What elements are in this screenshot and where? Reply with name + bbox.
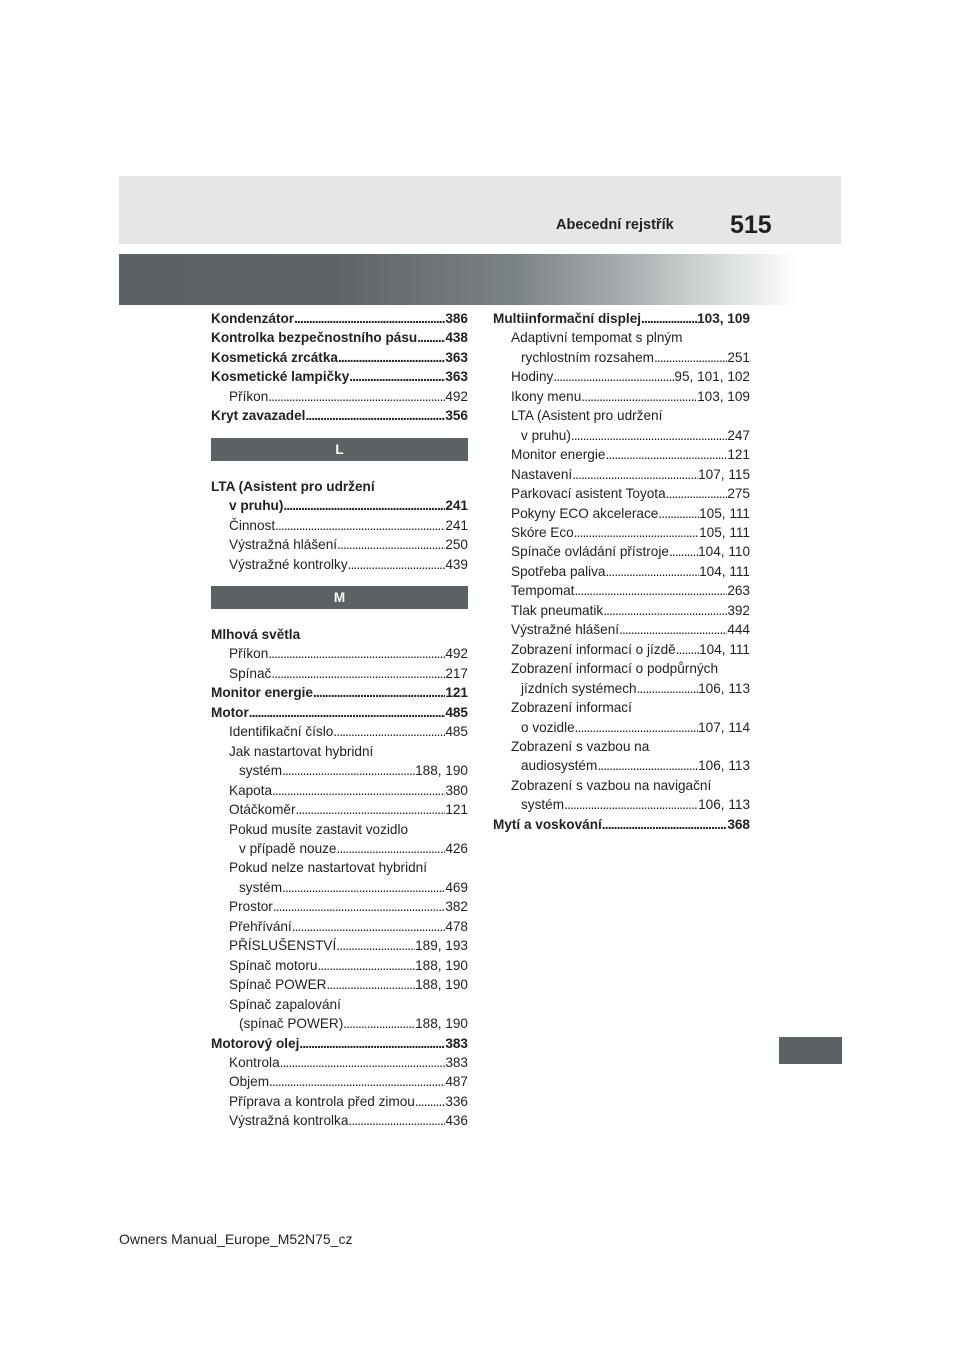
letter-divider-l: L: [211, 438, 468, 461]
dot-leader: [268, 644, 445, 663]
dot-leader: [417, 328, 445, 347]
dot-leader: [605, 445, 727, 464]
dot-leader: [349, 367, 445, 386]
index-entry: [211, 387, 468, 406]
dot-leader: [415, 1092, 445, 1111]
index-entry: [211, 839, 468, 858]
index-entry: [493, 465, 750, 484]
index-entry: [493, 756, 750, 775]
index-entry-label: rychlostním rozsahem: [521, 349, 654, 365]
index-entry-pages: 105, 111: [699, 524, 750, 540]
index-entry-label: Spínač zapalování: [229, 996, 341, 1012]
dot-leader: [641, 309, 697, 328]
index-entry-text: [493, 659, 750, 678]
index-entry-pages: 386: [445, 311, 468, 326]
dot-leader: [343, 1014, 415, 1033]
index-entry: [493, 601, 750, 620]
index-entry-pages: 95, 101, 102: [674, 369, 750, 385]
index-entry: [493, 445, 750, 464]
index-entry: [493, 484, 750, 503]
index-entry-label: Příkon: [229, 388, 269, 404]
index-entry-label: Tlak pneumatik: [511, 602, 604, 618]
index-entry: [211, 897, 468, 916]
index-entry-label: Mlhová světla: [211, 626, 301, 642]
index-entry-text: [211, 820, 468, 839]
index-entry-label: Kapota: [229, 782, 273, 798]
index-entry-pages: 106, 113: [698, 680, 750, 696]
index-entry-label: Motor: [211, 704, 249, 720]
index-group-right: [493, 309, 750, 834]
index-entry-pages: 107, 115: [698, 466, 750, 482]
index-entry-pages: 105, 111: [699, 505, 750, 521]
index-entry-pages: 383: [445, 1035, 468, 1051]
index-entry-label: Adaptivní tempomat s plným: [511, 330, 683, 346]
index-entry-label: Kosmetická zrcátka: [211, 349, 338, 365]
index-entry: [211, 1014, 468, 1033]
index-entry: [493, 640, 750, 659]
index-entry-label: (spínač POWER): [239, 1016, 344, 1032]
index-entry-pages: 444: [727, 622, 750, 638]
chapter-tab: [779, 1037, 842, 1064]
index-entry: [493, 542, 750, 561]
dot-leader: [574, 581, 727, 600]
index-entry-label: Spínače ovládání přístroje: [511, 544, 669, 560]
index-entry: [211, 703, 468, 722]
index-entry-pages: 263: [727, 583, 750, 599]
dot-leader: [338, 348, 445, 367]
dot-leader: [299, 1034, 445, 1053]
index-entry-pages: 121: [445, 685, 468, 701]
index-entry-label: Výstražná hlášení: [229, 537, 338, 553]
index-entry-label: Skóre Eco: [511, 524, 574, 540]
index-entry-pages: 336: [445, 1093, 468, 1109]
dot-leader: [574, 523, 699, 542]
index-entry-pages: 241: [445, 498, 468, 514]
dot-leader: [275, 516, 445, 535]
dot-leader: [666, 484, 728, 503]
index-entry-label: jízdních systémech: [521, 680, 637, 696]
index-entry: [211, 1053, 468, 1072]
index-column-left: [211, 309, 468, 1131]
index-entry-text: [211, 995, 468, 1014]
page-number: 515: [730, 211, 772, 239]
index-entry-label: Jak nastartovat hybridní: [229, 743, 374, 759]
index-entry-pages: 438: [445, 330, 468, 346]
index-entry-label: LTA (Asistent pro udržení: [511, 408, 663, 424]
index-entry-label: Zobrazení s vazbou na: [511, 738, 650, 754]
index-entry: [493, 367, 750, 386]
dot-leader: [282, 878, 445, 897]
index-entry: [211, 367, 468, 386]
index-entry: [493, 679, 750, 698]
index-entry: [211, 781, 468, 800]
index-entry: [493, 387, 750, 406]
index-entry-label: Tempomat: [511, 583, 575, 599]
index-entry: [211, 1092, 468, 1111]
index-entry-pages: 247: [727, 427, 750, 443]
index-entry-label: systém: [239, 763, 283, 779]
dot-leader: [326, 975, 415, 994]
index-entry-label: Identifikační číslo: [229, 724, 334, 740]
index-entry-label: Ikony menu: [511, 388, 582, 404]
index-entry-pages: 485: [445, 724, 468, 740]
index-entry-label: Výstražná kontrolka: [229, 1113, 349, 1129]
dot-leader: [605, 562, 699, 581]
index-entry-pages: 241: [445, 517, 468, 533]
index-entry-pages: 469: [445, 879, 468, 895]
dot-leader: [619, 620, 727, 639]
index-entry: [493, 504, 750, 523]
index-entry-label: Monitor energie: [511, 447, 606, 463]
index-entry: [211, 761, 468, 780]
index-entry-pages: 104, 111: [699, 641, 750, 657]
index-entry-label: Prostor: [229, 899, 273, 915]
index-entry: [211, 878, 468, 897]
index-entry: [211, 348, 468, 367]
dot-leader: [272, 781, 445, 800]
index-entry-label: Pokyny ECO akcelerace: [511, 505, 659, 521]
index-entry-pages: 106, 113: [698, 797, 750, 813]
index-entry-label: Kondenzátor: [211, 311, 295, 326]
index-entry: [211, 555, 468, 574]
dot-leader: [295, 800, 445, 819]
index-entry-pages: 188, 190: [415, 1016, 468, 1032]
index-group-l: [211, 477, 468, 574]
index-entry-label: v pruhu): [521, 427, 571, 443]
index-entry: [493, 309, 750, 328]
index-entry-label: Otáčkoměr: [229, 802, 296, 818]
index-entry-label: Kontrola: [229, 1054, 280, 1070]
index-entry: [211, 936, 468, 955]
index-entry-label: Zobrazení informací o jízdě: [511, 641, 676, 657]
index-entry-label: Spínač motoru: [229, 957, 318, 973]
index-entry-label: Spínač POWER: [229, 977, 327, 993]
index-entry: [211, 683, 468, 702]
index-entry-label: Zobrazení informací o podpůrných: [511, 661, 719, 677]
dot-leader: [602, 815, 728, 834]
index-entry-label: Přehřívání: [229, 918, 292, 934]
index-entry-pages: 356: [445, 408, 468, 424]
index-entry-pages: 382: [445, 899, 468, 915]
dot-leader: [575, 718, 698, 737]
dot-leader: [337, 839, 446, 858]
dot-leader: [313, 683, 445, 702]
index-entry-pages: 439: [445, 556, 468, 572]
index-entry: [211, 328, 468, 347]
index-entry-label: PŘÍSLUŠENSTVÍ: [229, 938, 337, 954]
dot-leader: [317, 956, 415, 975]
dot-leader: [249, 703, 446, 722]
index-entry-text: [493, 698, 750, 717]
letter-divider-m: M: [211, 586, 468, 609]
dot-leader: [553, 367, 674, 386]
dot-leader: [273, 897, 445, 916]
index-entry-label: Motorový olej: [211, 1035, 300, 1051]
index-entry-label: Parkovací asistent Toyota: [511, 486, 666, 502]
dot-leader: [348, 555, 446, 574]
index-entry-label: Zobrazení s vazbou na navigační: [511, 777, 712, 793]
index-entry-label: Kontrolka bezpečnostního pásu: [211, 330, 418, 346]
dot-leader: [348, 1111, 445, 1130]
index-entry-pages: 392: [727, 602, 750, 618]
gradient-band: [119, 254, 841, 305]
index-entry-label: Monitor energie: [211, 685, 313, 701]
index-entry: [211, 516, 468, 535]
index-entry-label: Kosmetické lampičky: [211, 369, 350, 385]
index-entry-pages: 188, 190: [415, 957, 468, 973]
dot-leader: [676, 640, 699, 659]
index-entry: [211, 956, 468, 975]
index-entry: [493, 718, 750, 737]
index-entry: [211, 309, 468, 328]
index-entry: [211, 1072, 468, 1091]
index-entry-pages: 121: [445, 802, 468, 818]
index-entry-pages: 188, 190: [415, 977, 468, 993]
dot-leader: [581, 387, 697, 406]
index-entry: [211, 644, 468, 663]
index-entry-label: Pokud nelze nastartovat hybridní: [229, 860, 427, 876]
dot-leader: [268, 387, 445, 406]
dot-leader: [269, 1072, 445, 1091]
index-entry: [211, 800, 468, 819]
index-entry-pages: 478: [445, 918, 468, 934]
index-entry-label: Nastavení: [511, 466, 573, 482]
index-entry: [211, 917, 468, 936]
index-entry: [211, 722, 468, 741]
index-entry-pages: 104, 111: [699, 563, 750, 579]
index-entry-label: Hodiny: [511, 369, 554, 385]
index-entry: [493, 562, 750, 581]
index-entry-label: Mytí a voskování: [493, 816, 602, 832]
dot-leader: [564, 795, 698, 814]
index-entry-pages: 217: [445, 665, 468, 681]
index-entry-text: [493, 737, 750, 756]
index-entry-pages: 107, 114: [698, 719, 750, 735]
index-entry: [211, 1034, 468, 1053]
index-entry-pages: 368: [727, 816, 750, 832]
index-entry-label: Spínač: [229, 665, 272, 681]
index-column-right: [493, 309, 750, 834]
dot-leader: [283, 496, 445, 515]
index-entry-label: v pruhu): [229, 498, 284, 514]
index-group-m: [211, 625, 468, 1131]
dot-leader: [669, 542, 698, 561]
index-entry: [493, 795, 750, 814]
dot-leader: [336, 936, 415, 955]
index-entry-pages: 487: [445, 1074, 468, 1090]
dot-leader: [572, 465, 698, 484]
dot-leader: [292, 917, 446, 936]
index-entry: [493, 426, 750, 445]
index-entry-label: Spotřeba paliva: [511, 563, 606, 579]
index-entry-pages: 485: [445, 704, 468, 720]
index-entry-pages: 106, 113: [698, 758, 750, 774]
index-entry-label: Příkon: [229, 646, 269, 662]
index-entry-pages: 492: [445, 388, 468, 404]
index-entry: [493, 815, 750, 834]
dot-leader: [280, 1053, 446, 1072]
dot-leader: [333, 722, 445, 741]
index-entry-label: Multiinformační displej: [493, 311, 642, 326]
index-entry-label: Objem: [229, 1074, 270, 1090]
index-entry-pages: 103, 109: [697, 388, 750, 404]
dot-leader: [294, 309, 445, 328]
index-entry-label: systém: [239, 879, 283, 895]
index-entry-pages: 251: [727, 349, 750, 365]
index-entry-label: Činnost: [229, 517, 276, 533]
index-entry: [211, 406, 468, 425]
dot-leader: [305, 406, 445, 425]
index-entry-pages: 363: [445, 369, 468, 385]
index-entry-text: [211, 858, 468, 877]
index-entry-text: [493, 406, 750, 425]
index-entry-pages: 380: [445, 782, 468, 798]
index-entry-text: [211, 477, 468, 496]
dot-leader: [271, 664, 445, 683]
index-entry-text: [211, 742, 468, 761]
index-entry: [211, 664, 468, 683]
index-entry: [211, 975, 468, 994]
index-entry-label: LTA (Asistent pro udržení: [211, 478, 375, 494]
index-entry-pages: 275: [727, 486, 750, 502]
index-entry-pages: 189, 193: [415, 938, 468, 954]
index-entry-label: Příprava a kontrola před zimou: [229, 1093, 415, 1109]
section-title: Abecední rejstřík: [556, 217, 674, 233]
index-entry: [211, 1111, 468, 1130]
index-entry-label: Zobrazení informací: [511, 700, 632, 716]
dot-leader: [337, 535, 445, 554]
dot-leader: [571, 426, 727, 445]
index-entry-label: systém: [521, 797, 565, 813]
index-entry: [493, 581, 750, 600]
index-entry-pages: 104, 110: [698, 544, 750, 560]
index-entry-text: [211, 625, 468, 644]
index-entry-pages: 250: [445, 537, 468, 553]
index-entry-label: audiosystém: [521, 758, 598, 774]
index-entry-label: Pokud musíte zastavit vozidlo: [229, 821, 409, 837]
dot-leader: [282, 761, 415, 780]
index-group-k: [211, 309, 468, 426]
dot-leader: [637, 679, 699, 698]
index-entry: [211, 496, 468, 515]
index-entry-pages: 492: [445, 646, 468, 662]
index-entry-pages: 103, 109: [697, 311, 750, 326]
index-entry: [493, 620, 750, 639]
dot-leader: [654, 348, 727, 367]
index-entry-text: [493, 328, 750, 347]
dot-leader: [603, 601, 727, 620]
index-entry-label: Výstražné hlášení: [511, 622, 620, 638]
dot-leader: [658, 504, 699, 523]
index-entry-text: [493, 776, 750, 795]
index-entry-pages: 426: [445, 840, 468, 856]
index-entry-pages: 436: [445, 1113, 468, 1129]
footer-document-id: Owners Manual_Europe_M52N75_cz: [119, 1231, 353, 1247]
index-entry-label: Kryt zavazadel: [211, 408, 306, 424]
dot-leader: [597, 756, 698, 775]
index-entry-label: Výstražné kontrolky: [229, 556, 348, 572]
index-entry-pages: 363: [445, 349, 468, 365]
index-entry: [493, 348, 750, 367]
index-entry: [493, 523, 750, 542]
index-entry-label: o vozidle: [521, 719, 575, 735]
index-entry-pages: 188, 190: [415, 763, 468, 779]
index-entry-pages: 383: [445, 1054, 468, 1070]
index-entry-label: v případě nouze: [239, 840, 337, 856]
index-entry-pages: 121: [727, 447, 750, 463]
index-entry: [211, 535, 468, 554]
